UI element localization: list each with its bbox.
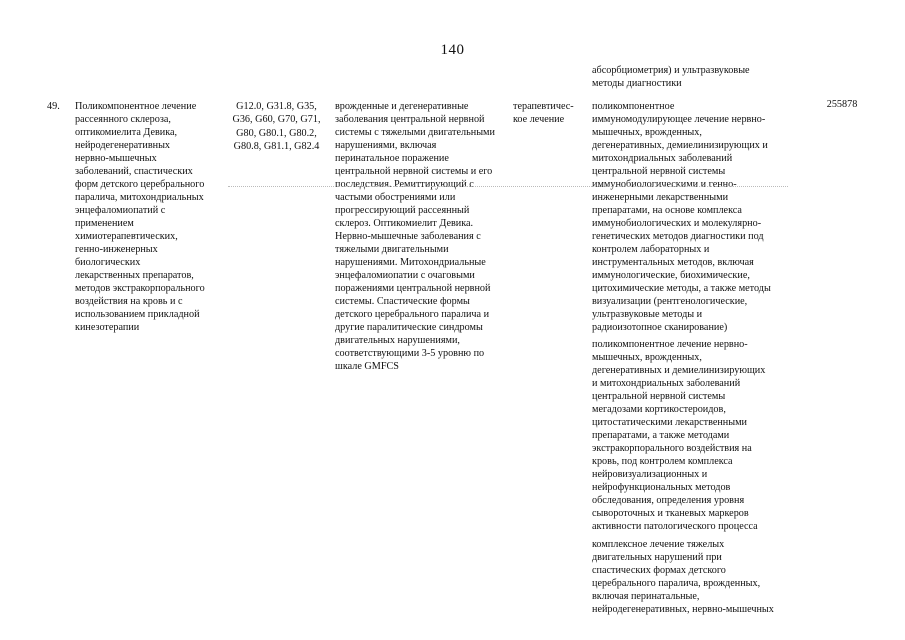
dotted-divider (228, 186, 788, 187)
treatment-method: поликомпонентное иммуномодулирующее лечение нервно- мышечных, врожденных, дегенеративных, демиелинизирующих и митохондриальных заболеваний центральной нервной системы иммунобиологическими и генно- инженерными лекарственными препаратами, на основе комплекса иммунобиологических и молекулярно- генетических методов диагностики под контролем лабораторных и инструментальных методов, включая иммунологические, биохимические, цитохимические методы, а также методы визуализации (рентгенологические, ультразвуковые методы и радиоизотопное сканирование) (592, 101, 771, 333)
financial-norm: 255878 (826, 99, 858, 110)
page-number: 140 (440, 42, 465, 58)
treatment-method: комплексное лечение тяжелых двигательных нарушений при спастических формах детского церебрального паралича, врожденных, включая перинатальные, нейродегенеративных, нервно-мышечных (592, 539, 774, 615)
row-number: 49. (47, 101, 60, 112)
patient-model: врожденные и дегенеративные заболевания центральной нервной системы с тяжелыми двигательными нарушениями, включая перинатальное поражение центральной нервной системы и его последствия. Ремиттирующий с частыми обострениями или прогрессирующий рассеянный склероз. Оптикомиелит Девика. Нервно-мышечные заболевания с тяжелыми двигательными нарушениями. Митохондриальные энцефаломиопатии с очаговыми поражениями центральной нервной системы. Спастические формы детского церебрального паралича и другие паралитические синдромы двигательных нарушениями, соответствующими 3-5 уровню по шкале GMFCS (335, 101, 495, 372)
continuation-text: абсорбциометрия) и ультразвуковые методы диагностики (592, 65, 750, 89)
treatment-type: терапевтичес- кое лечение (513, 101, 574, 125)
treatment-name: Поликомпонентное лечение рассеянного склероза, оптикомиелита Девика, нейродегенеративных нервно-мышечных заболеваний, спастических форм детского церебрального паралича, митохондриальных энцефаломиопатий с применением химиотерапевтических, генно-инженерных биологических лекарственных препаратов, методов экстракорпорального воздействия на кровь и с использованием прикладной кинезотерапии (75, 101, 205, 333)
treatment-method: поликомпонентное лечение нервно- мышечных, врожденных, дегенеративных и демиелинизирующих и митохондриальных заболеваний центральной нервной системы мегадозами кортикостероидов, цитостатическими лекарственными препаратами, а также методами экстракорпорального воздействия на кровь, под контролем комплекса нейровизуализационных и нейрофункциональных методов обследования, определения уровня сывороточных и тканевых маркеров активности патологического процесса (592, 339, 766, 532)
icd-codes: G12.0, G31.8, G35, G36, G60, G70, G71, G80, G80.1, G80.2, G80.8, G81.1, G82.4 (232, 101, 321, 153)
